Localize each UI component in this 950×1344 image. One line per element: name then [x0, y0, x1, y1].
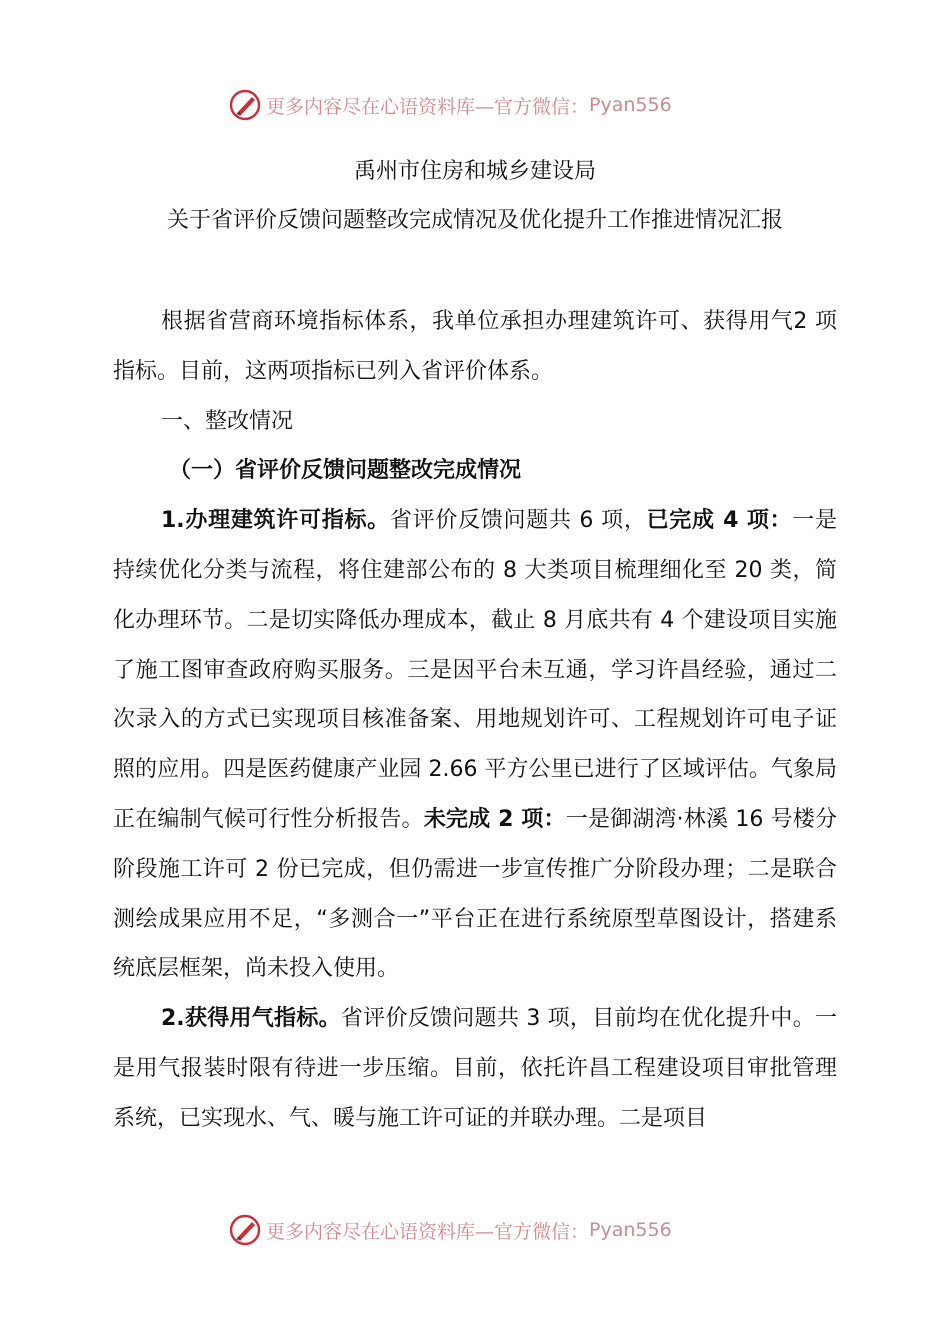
- item1-text3: 一是御湖湾·林溪 16 号楼分阶段施工许可 2 份已完成，但仍需进一步宣传推广分阶段办理；二是联合测绘成果应用不足，“多测合一”平台正在进行系统原型草图设计，搭建系统底层框架，尚未投入使用。: [113, 806, 837, 982]
- section-heading: 一、整改情况: [161, 408, 294, 434]
- watermark-text: 更多内容尽在心语资料库—官方微信：: [266, 1220, 590, 1243]
- item1-lead: 1.办理建筑许可指标。: [161, 508, 390, 534]
- document-org: 禹州市住房和城乡建设局: [353, 159, 596, 184]
- watermark-bottom: [228, 1213, 672, 1247]
- intro-paragraph: 根据省营商环境指标体系，我单位承担办理建筑许可、获得用气2 项指标。目前，这两项指标已列入省评价体系。: [113, 309, 837, 384]
- document-title: 关于省评价反馈问题整改完成情况及优化提升工作推进情况汇报: [166, 208, 783, 233]
- pen-logo-icon: [228, 1213, 262, 1247]
- subsection-heading: （一）省评价反馈问题整改完成情况: [169, 458, 522, 484]
- item1-text1: 省评价反馈问题共 6 项，: [389, 508, 647, 534]
- item2-text1: 省评价反馈问题共 3 项，目前均在优化提升中。一是用气报装时限有待进一步压缩。目前，依托许昌工程建设项目审批管理系统，已实现水、气、暖与施工许可证的并联办理。二是项目: [113, 1006, 837, 1131]
- item2-paragraph: [113, 994, 837, 1143]
- watermark-wechat-id: Pyan556: [589, 1219, 672, 1241]
- item1-undone-label: 未完成 2 项：: [423, 806, 566, 832]
- document-body: [113, 297, 837, 1144]
- watermark-top: [228, 88, 672, 122]
- pen-logo-icon: [228, 88, 262, 122]
- item2-lead: 2.获得用气指标。: [161, 1006, 341, 1032]
- watermark-wechat-id: Pyan556: [589, 94, 672, 116]
- item1-done-label: 已完成 4 项：: [646, 508, 793, 534]
- item1-text2: 一是持续优化分类与流程，将住建部公布的 8 大类项目梳理细化至 20 类，简化办理环节。二是切实降低办理成本，截止 8 月底共有 4 个建设项目实施了施工图审查政府购买服务。三是因平台未互通，学习许昌经验，通过二次录入的方式已实现项目核准备案、用地规划许可、工程规划许可电子证照的应用。四是医药健康产业园 2.66 平方公里已进行了区域评估。气象局正在编制气候可行性分析报告。: [113, 508, 837, 832]
- item1-paragraph: [113, 496, 837, 994]
- watermark-text: 更多内容尽在心语资料库—官方微信：: [266, 95, 590, 118]
